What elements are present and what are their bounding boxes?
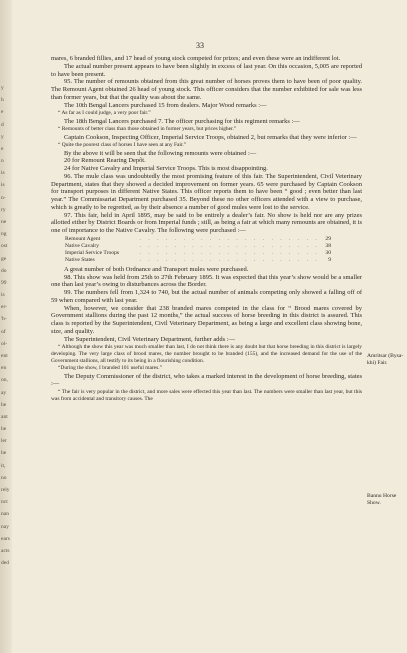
paragraph: When, however, we consider that 238 branded mares competed in the class for “ Brood mares covered by Government stallions during the past 12 months,” the actual success of horse breeding in this district is assured. This class is reported by the Superintendent, Civil Veterinary Department, as being a large and excellent class showing bone, size, and quality. xyxy=(51,304,362,335)
gutter-fragment: of xyxy=(1,328,6,335)
gutter-fragment: ant xyxy=(1,413,8,420)
tally-label: Imperial Service Troops xyxy=(65,250,120,257)
quotation: “ The fair is very popular in the district, and more sales were effected this year than last. The numbers were smaller than last year, but this was from accidental and transitory causes. The xyxy=(51,388,362,402)
gutter-fragment: is xyxy=(1,182,5,189)
gutter-fragment: ge xyxy=(1,255,7,262)
paragraph: 24 for Native Cavalry and Imperial Service Troops. This is most disappointing. xyxy=(64,165,268,173)
binding-gutter xyxy=(0,0,12,653)
gutter-fragment: 'h- xyxy=(1,316,7,323)
paragraph: 95. The number of remounts obtained from this great number of horses proves them to have been of poor quality. The Remount Agent obtained 26 head of young stock. This officer considers that the number exhibited for sale was less than former years, but that the quality was about the same. xyxy=(51,78,362,101)
quotation: “During the show, I branded 101 useful mares.” xyxy=(58,365,162,372)
paragraph: Captain Cookson, Inspecting Officer, Imperial Service Troops, obtained 2, but remarks that they were inferior :— xyxy=(64,133,357,141)
paragraph: 96. The mule class was undoubtedly the most promising feature of this fair. The Superintendent, Civil Veterinary Department, states that they showed a decided improvement on former years. 65 were purchased by Captain Cookson for transport purposes in different Native States. This officer reports them to have been “ good ; even better than last year.” The Commissariat Department purchased 35. Beyond these no other officers attended with a view to purchase, which is greatly to be regretted, as by their absence a number of good mules were lost to the service. xyxy=(51,172,362,211)
gutter-fragment: on, xyxy=(1,377,8,384)
gutter-fragment: rely xyxy=(1,486,10,493)
gutter-fragment: it, xyxy=(1,462,6,469)
quotation: “ Quite the poorest class of horses I have seen at any Fair.” xyxy=(58,142,187,149)
gutter-fragment: do xyxy=(1,267,7,274)
tally-value: 29 xyxy=(325,236,331,243)
paragraph: 99. The numbers fell from 1,324 to 740, but the actual number of animals competing only showed a falling off of 59 when compared with last year. xyxy=(51,289,362,304)
tally-value: 9 xyxy=(328,257,331,264)
gutter-fragment: he xyxy=(1,426,7,432)
gutter-fragment: he xyxy=(1,401,7,408)
paragraph: The 18th Bengal Lancers purchased 7. The officer purchasing for this regiment remarks :— xyxy=(64,117,300,125)
sidenote-bannu: Bannu Horse Show. xyxy=(367,493,397,506)
tally-label: Native Cavalry xyxy=(65,243,100,250)
sidenote-amritsar: Amritsar (Bysa-khi) Fair. xyxy=(367,353,404,366)
paragraph: 97. This fair, held in April 1895, may be said to be entirely a dealer’s fair. No show is held nor are any prizes allotted either by District Boards or from Imperial funds ; still, as being a fair at which many remounts are obtained, it is one of importance to the Native Cavalry. The following were purchased :— xyxy=(51,211,362,235)
gutter-fragment: ol- xyxy=(1,340,8,347)
gutter-fragment: ler xyxy=(1,438,7,445)
gutter-fragment: e xyxy=(1,145,4,152)
gutter-fragment: nct xyxy=(1,499,8,506)
gutter-fragment: n xyxy=(1,158,4,165)
tally-value: 30 xyxy=(325,250,331,257)
gutter-fragment: h xyxy=(1,97,4,104)
gutter-fragment: e xyxy=(1,109,4,116)
gutter-fragment: d xyxy=(1,121,4,128)
paragraph: The Superintendent, Civil Veterinary Department, further adds :— xyxy=(64,335,235,343)
paragraph: By the above it will be seen that the following remounts were obtained :— xyxy=(64,149,257,157)
page-number: 33 xyxy=(196,41,204,50)
tally-value: 38 xyxy=(325,243,331,250)
gutter-fragment: is xyxy=(1,170,5,177)
leader-dots: . . . . . . . . . . . . . . . . . . . . . xyxy=(139,243,320,250)
gutter-fragment: ent xyxy=(1,352,8,359)
gutter-fragment: ded xyxy=(1,560,9,566)
tally-row xyxy=(65,250,331,257)
paragraph: The actual number present appears to have been slightly in excess of last year. On this occasion, 5,005 are reported to have been present. xyxy=(51,62,362,78)
paragraph: 20 for Remount Rearing Depôt. xyxy=(64,157,146,165)
gutter-fragment: ost xyxy=(1,243,8,250)
tally-label: Remount Agent xyxy=(65,236,101,243)
body-text xyxy=(51,55,362,403)
gutter-fragment: ry xyxy=(1,206,6,213)
quotation: “ As far as I could judge, a very poor fair.” xyxy=(58,110,151,117)
quotation: “ Remounts of better class than those obtained in former years, but prices higher.” xyxy=(58,126,237,133)
gutter-fragment: is xyxy=(1,292,5,299)
paragraph: mares, 6 branded fillies, and 17 head of young stock competed for prizes; and even these were an indifferent lot. xyxy=(51,55,341,62)
gutter-fragment: no xyxy=(1,474,7,481)
tally-label: Native States xyxy=(65,257,95,264)
paragraph: The Deputy Commissioner of the district, who takes a marked interest in the development of horse breeding, states :— xyxy=(51,372,362,388)
tally-row xyxy=(65,257,331,264)
paragraph: The 10th Bengal Lancers purchased 15 from dealers. Major Wood remarks :— xyxy=(64,101,267,109)
tally-row xyxy=(65,243,331,250)
gutter-fragment: er- xyxy=(1,304,7,311)
gutter-fragment: 99 xyxy=(1,279,7,286)
gutter-fragment: nay xyxy=(1,523,9,530)
purchase-tally xyxy=(65,236,331,264)
quotation: “ Although the show this year was much smaller than last, I do not think there is any doubt but that horse breeding in this district is largely developing. The very large class of brood mares, the number brought to be branded (155), and the increased demand for the use of the Government stallions, all testify to its being in a flourishing condition. xyxy=(51,344,362,364)
leader-dots: . . . . . . . . . . . . . . . . . . . . . xyxy=(139,250,320,257)
paragraph: A great number of both Ordnance and Transport mules were purchased. xyxy=(64,265,249,273)
gutter-fragment: ng xyxy=(1,231,7,238)
tally-row xyxy=(65,236,331,243)
leader-dots: . . . . . . . . . . . . . . . . . . . . . xyxy=(139,257,320,264)
gutter-fragment: ears xyxy=(1,535,10,542)
gutter-fragment: acts xyxy=(1,547,10,554)
gutter-fragment: y xyxy=(1,85,4,91)
gutter-fragment: en xyxy=(1,365,7,372)
gutter-fragment: n- xyxy=(1,194,6,201)
gutter-fragment: ne xyxy=(1,219,7,225)
gutter-fragment: he xyxy=(1,450,7,457)
leader-dots: . . . . . . . . . . . . . . . . . . . . . xyxy=(139,236,320,243)
gutter-fragment: ay xyxy=(1,389,7,396)
paragraph: 98. This show was held from 25th to 27th February 1895. It was expected that this year’s show would be a smaller one than last year’s owing to disturbances across the Border. xyxy=(51,273,362,289)
gutter-fragment: y xyxy=(1,133,4,140)
gutter-fragment: nan xyxy=(1,511,9,518)
